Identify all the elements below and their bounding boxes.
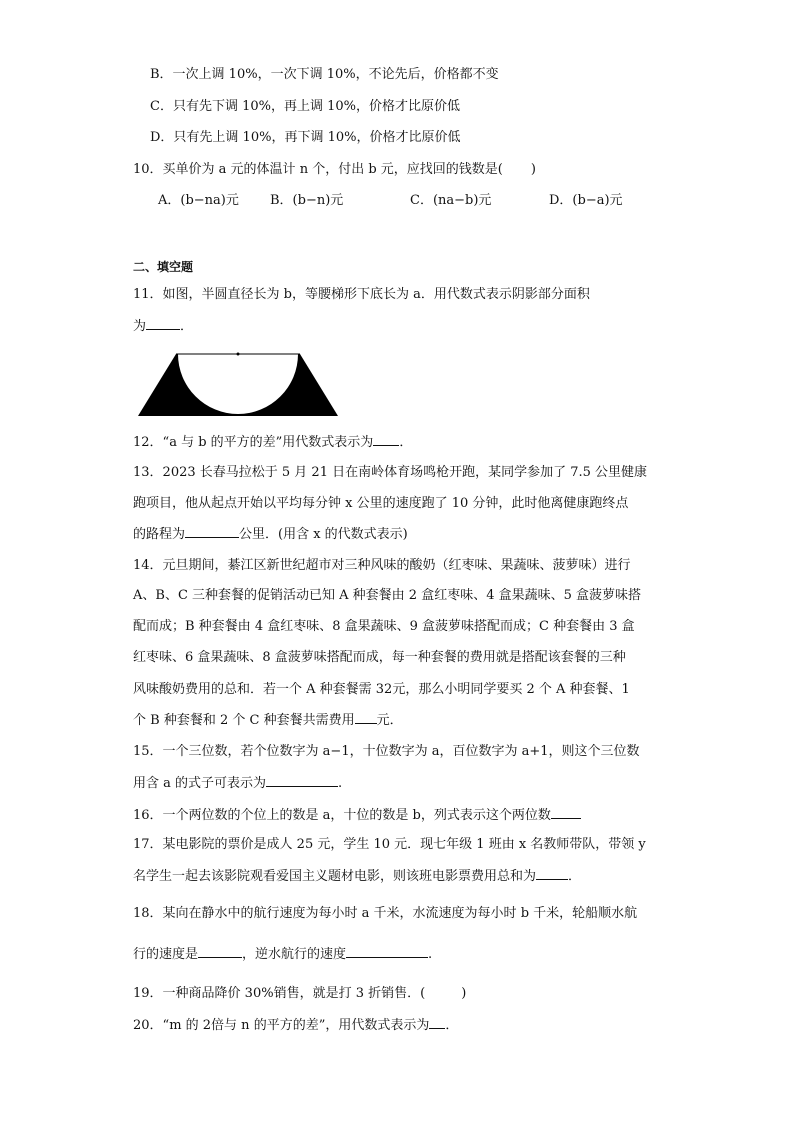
q15-line2: [133, 774, 342, 793]
q12-start: 12．“a 与 b 的平方的差”用代数式表示为: [133, 435, 374, 450]
q18-line1: 18．某向在静水中的航行速度为每小时 a 千米，水流速度为每小时 b 千米，轮船顺水航: [133, 906, 638, 921]
q12: [133, 433, 412, 452]
q17-line1: 17．某电影院的票价是成人 25 元，学生 10 元．现七年级 1 班由 x 名教师带队，带领 y: [133, 837, 646, 852]
answer-blank: [536, 867, 568, 880]
q10-option-b: B．(b−n)元: [270, 193, 344, 208]
q14-line1: 14．元旦期间，綦江区新世纪超市对三种风味的酸奶（红枣味、果蔬味、菠萝味）进行: [133, 558, 631, 573]
q18-line2-end: .: [428, 947, 433, 962]
answer-blank: [266, 774, 338, 787]
q13-line3-start: 的路程为: [133, 527, 186, 542]
q14-line5: 风味酸奶费用的总和．若一个 A 种套餐需 32元，那么小明同学要买 2 个 A 种套餐、1: [133, 682, 630, 697]
q14-line6-start: 个 B 种套餐和 2 个 C 种套餐共需费用: [133, 713, 355, 728]
q11-line2-end: ．: [180, 319, 194, 334]
q14-line4: 红枣味、6 盒果蔬味、8 盒菠萝味搭配而成，每一种套餐的费用就是搭配该套餐的三种: [133, 650, 626, 665]
q15-line2-start: 用含 a 的式子可表示为: [133, 776, 267, 791]
q13-line2: 跑项目，他从起点开始以平均每分钟 x 公里的速度跑了 10 分钟，此时他离健康跑终点: [133, 496, 629, 511]
q11-line1: 11．如图，半圆直径长为 b，等腰梯形下底长为 a．用代数式表示阴影部分面积: [133, 287, 590, 302]
q17-line2-start: 名学生一起去该影院观看爱国主义题材电影，则该班电影票费用总和为: [133, 869, 537, 884]
q10-stem-close: ): [530, 162, 536, 177]
q20: [133, 1016, 458, 1035]
q17-line2-end: ．: [568, 869, 582, 884]
answer-blank: [551, 806, 581, 819]
q18-line2: [133, 945, 432, 964]
answer-blank: [185, 525, 239, 538]
q14-line3: 配而成；B 种套餐由 4 盒红枣味、8 盒果蔬味、9 盒菠萝味搭配而成；C 种套餐由 3 盒: [133, 619, 635, 634]
q18-line2-mid: ，逆水航行的速度: [242, 947, 347, 962]
q20-start: 20．“m 的 2倍与 n 的平方的差”，用代数式表示为: [133, 1018, 430, 1033]
answer-blank: [373, 433, 399, 446]
q20-end: ．: [445, 1018, 459, 1033]
q16-text: 16．一个两位数的个位上的数是 a，十位的数是 b，列式表示这个两位数: [133, 808, 551, 823]
q18-line2-start: 行的速度是: [133, 947, 199, 962]
q13-line1: 13．2023 长春马拉松于 5 月 21 日在南岭体育场鸣枪开跑，某同学参加了 7.5 公里健康: [133, 465, 648, 480]
q19-text: 19．一种商品降价 30%销售，就是打 3 折销售．(: [133, 986, 426, 1001]
trapezoid-semicircle-figure: [138, 348, 338, 418]
center-point: [237, 353, 240, 356]
q10-stem: [133, 161, 536, 179]
answer-blank: [429, 1016, 445, 1029]
q14-line6-end: 元．: [376, 713, 403, 728]
q9-option-b: B．一次上调 10%，一次下调 10%，不论先后，价格都不变: [150, 67, 499, 82]
q17-line2: [133, 867, 581, 886]
answer-blank: [355, 711, 377, 724]
answer-blank: [146, 317, 180, 330]
q13-line3-end: 公里．(用含 x 的代数式表示): [239, 527, 408, 542]
q15-line2-end: .: [338, 776, 343, 791]
q12-end: ．: [399, 435, 413, 450]
q10-option-a: A．(b−na)元: [158, 193, 239, 208]
answer-blank: [198, 945, 242, 958]
q14-line2: A、B、C 三种套餐的促销活动已知 A 种套餐由 2 盒红枣味、4 盒果蔬味、5 盒菠萝味搭: [133, 588, 642, 603]
q14-line6: [133, 711, 403, 730]
q19-close: ): [461, 986, 467, 1001]
q9-option-d: D．只有先上调 10%，再下调 10%，价格才比原价低: [150, 130, 461, 145]
q13-line3: [133, 525, 408, 544]
section-title: 二、填空题: [133, 260, 194, 274]
q15-line1: 15．一个三位数，若个位数字为 a−1，十位数字为 a，百位数字为 a+1，则这个三位数: [133, 744, 640, 759]
q19: [133, 985, 466, 1003]
q10-option-c: C．(na−b)元: [410, 193, 492, 208]
q10-option-d: D．(b−a)元: [549, 193, 623, 208]
q9-option-c: C．只有先下调 10%，再上调 10%，价格才比原价低: [150, 99, 461, 114]
q16: [133, 806, 581, 825]
q10-stem-text: 10．买单价为 a 元的体温计 n 个，付出 b 元，应找回的钱数是(: [133, 162, 503, 177]
answer-blank: [346, 945, 428, 958]
q11-line2: [133, 317, 193, 336]
q11-line2-start: 为: [133, 319, 147, 334]
